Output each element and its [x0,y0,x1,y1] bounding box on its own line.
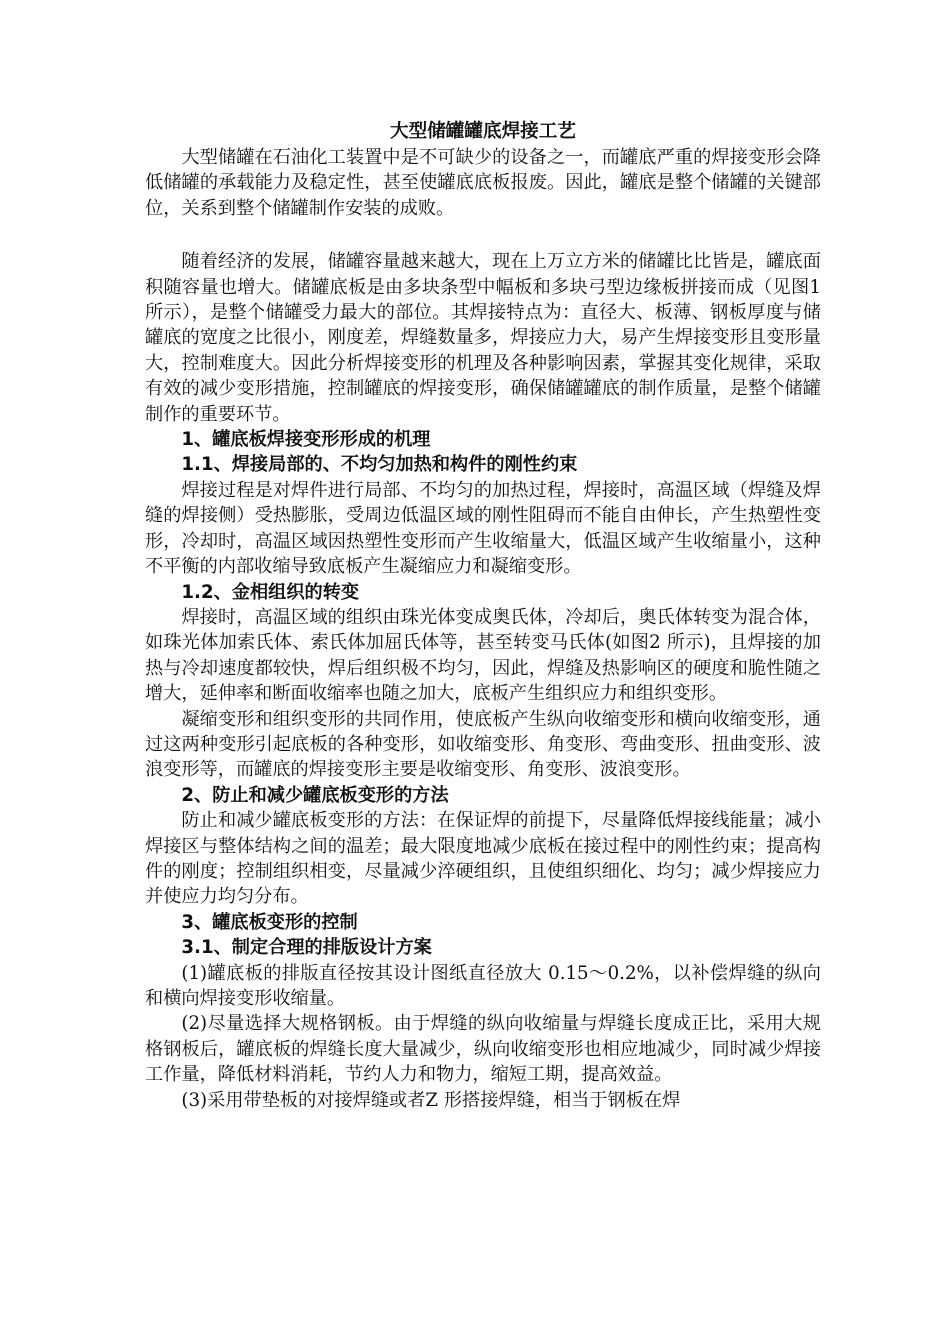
paragraph-3-1-c: (3)采用带垫板的对接焊缝或者Z 形搭接焊缝，相当于钢板在焊 [181,1089,681,1111]
blank-line [145,221,821,249]
paragraph-3-1-b: (2)尽量选择大规格钢板。由于焊缝的纵向收缩量与焊缝长度成正比，采用大规格钢板后，罐底板的焊缝长度大量减少，纵向收缩变形也相应地减少，同时减少焊接工作量，降低材料消耗，节约人力和物力，缩短工期，提高效益。 [145,1013,821,1086]
document-page [145,118,821,1113]
section-heading-2: 2、防止和减少罐底板变形的方法 [181,784,449,806]
intro-paragraph: 大型储罐在石油化工装置中是不可缺少的设备之一，而罐底严重的焊接变形会降低储罐的承载能力及稳定性，甚至使罐底底板报废。因此，罐底是整个储罐的关键部位，关系到整个储罐制作安装的成败。 [145,147,821,219]
paragraph-1-2-b: 凝缩变形和组织变形的共同作用，使底板产生纵向收缩变形和横向收缩变形，通过这两种变形引起底板的各种变形，如收缩变形、角变形、弯曲变形、扭曲变形、波浪变形等，而罐底的焊接变形主要是收缩变形、角变形、波浪变形。 [145,708,821,781]
section-heading-3: 3、罐底板变形的控制 [181,911,358,933]
paragraph-1-2-a: 焊接时，高温区域的组织由珠光体变成奥氏体，冷却后，奥氏体转变为混合体，如珠光体加索氏体、索氏体加屈氏体等，甚至转变马氏体(如图2 所示)，且焊接的加热与冷却速度都较快，焊后组织极不均匀，因此，焊缝及热影响区的硬度和脆性随之增大，延伸率和断面收缩率也随之加大，底板产生组织应力和组织变形。 [145,606,821,705]
paragraph-1-1: 焊接过程是对焊件进行局部、不均匀的加热过程，焊接时，高温区域（焊缝及焊缝的焊接侧）受热膨胀，受周边低温区域的刚性阻碍而不能自由伸长，产生热塑性变形，冷却时，高温区域因热塑性变形而产生收缩量大，低温区域产生收缩量小，这种不平衡的内部收缩导致底板产生凝缩应力和凝缩变形。 [145,479,821,578]
paragraph-2: 防止和减少罐底板变形的方法：在保证焊的前提下，尽量降低焊接线能量；减小焊接区与整体结构之间的温差；最大限度地减少底板在接过程中的刚性约束；提高构件的刚度；控制组织相变，尽量减少淬硬组织，且使组织细化、均匀；减少焊接应力并使应力均匀分布。 [145,810,821,908]
section-heading-1: 1、罐底板焊接变形形成的机理 [181,429,431,451]
subsection-heading-3-1: 3.1、制定合理的排版设计方案 [181,937,432,959]
background-paragraph: 随着经济的发展，储罐容量越来越大，现在上万立方米的储罐比比皆是，罐底面积随容量也增大。储罐底板是由多块条型中幅板和多块弓型边缘板拼接而成（见图1 所示），是整个储罐受力最大的部位。其焊接特点为：直径大、板薄、钢板厚度与储罐底的宽度之比很小，刚度差，焊缝数量多，焊接应力大，易产生焊接变形且变形量大，控制难度大。因此分析焊接变形的机理及各种影响因素，掌握其变化规律，采取有效的减少变形措施，控制罐底的焊接变形，确保储罐罐底的制作质量，是整个储罐制作的重要环节。 [145,251,821,425]
document-title: 大型储罐罐底焊接工艺 [390,121,576,142]
subsection-heading-1-2: 1.2、金相组织的转变 [181,581,360,603]
paragraph-3-1-a: (1)罐底板的排版直径按其设计图纸直径放大 0.15～0.2%，以补偿焊缝的纵向和横向焊接变形收缩量。 [145,962,821,1009]
subsection-heading-1-1: 1.1、焊接局部的、不均匀加热和构件的刚性约束 [181,454,578,476]
